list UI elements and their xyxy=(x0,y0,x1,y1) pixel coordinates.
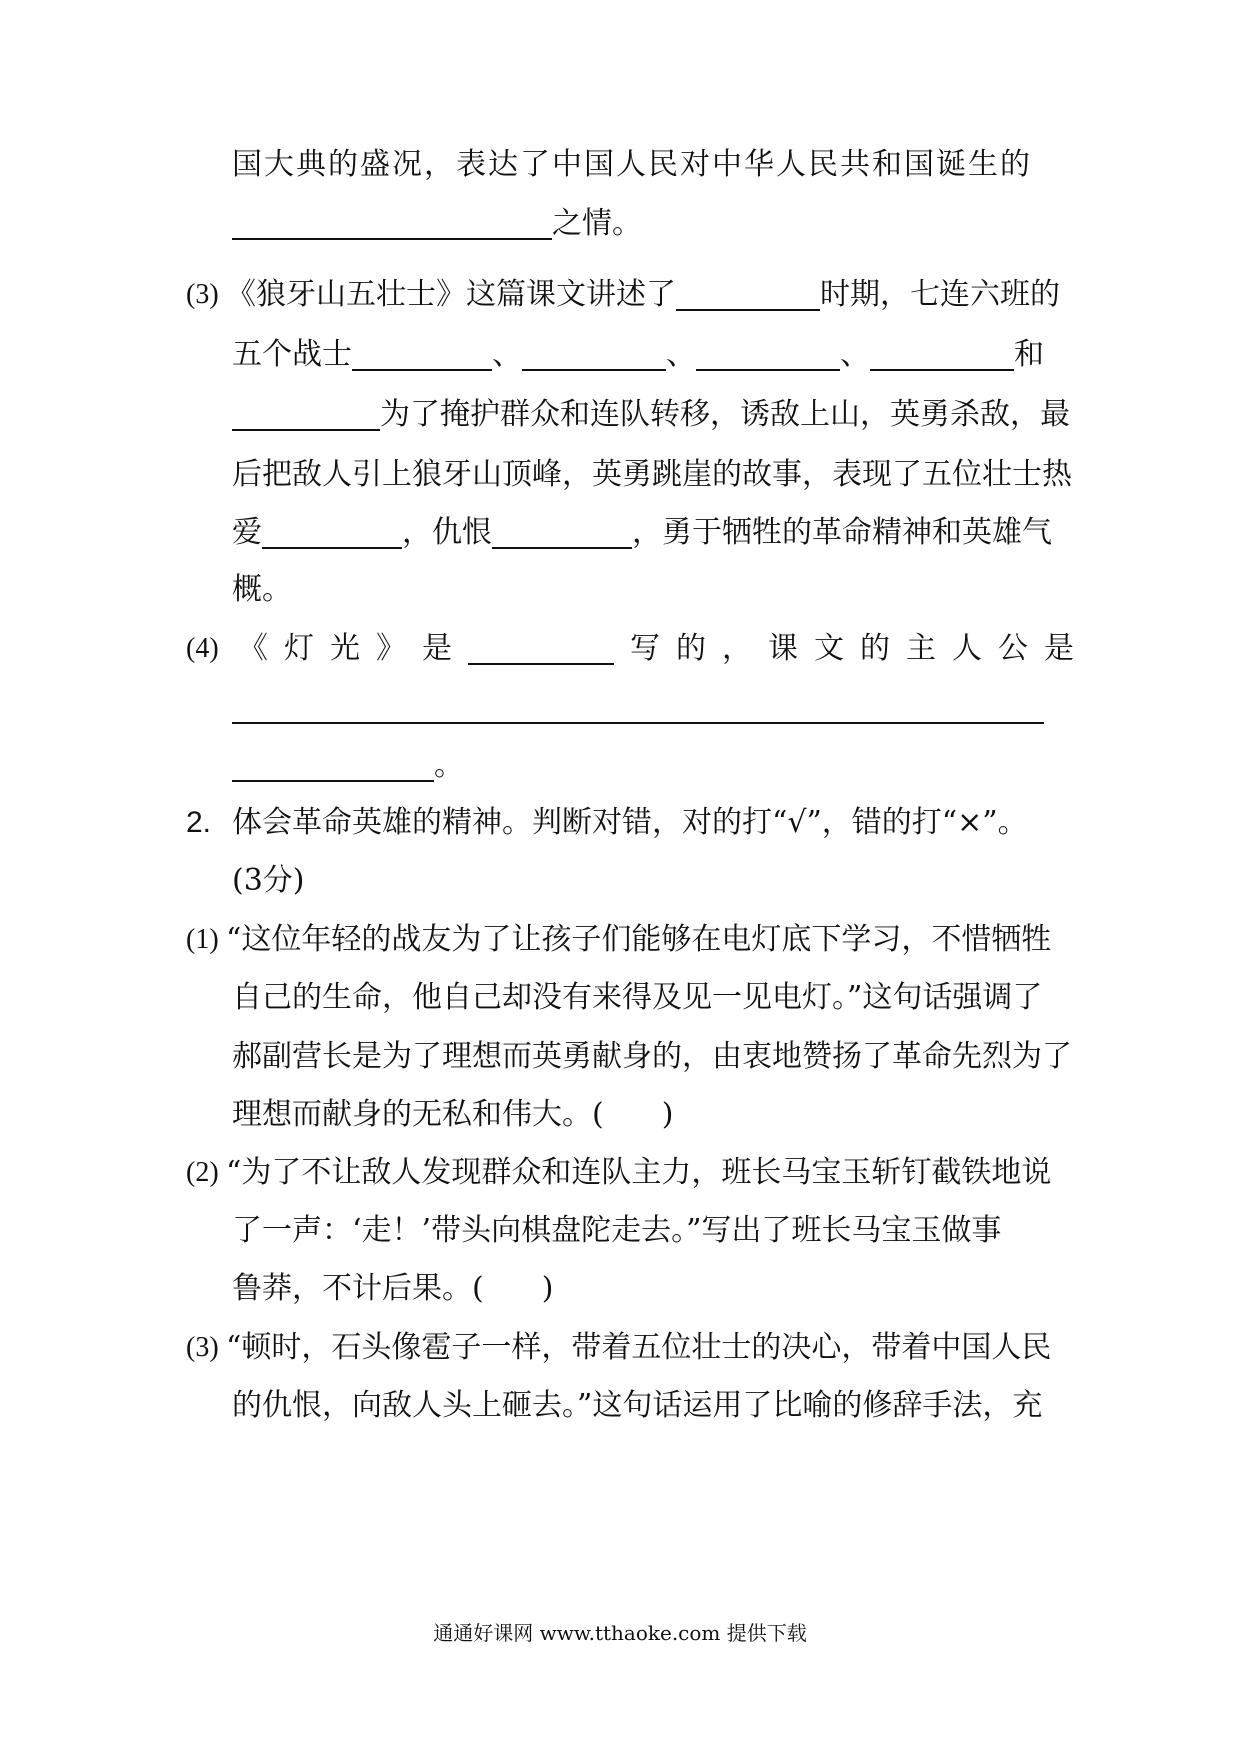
text-segment: 的仇恨，向敌人头上砸去。”这句话运用了比喻的修辞手法，充 xyxy=(232,1388,1043,1423)
text-line xyxy=(232,335,1044,375)
sub-question-number: (4) xyxy=(186,633,219,664)
text-segment: 自己的生命，他自己却没有来得及见一见电灯。”这句话强调了 xyxy=(232,980,1043,1015)
text-segment: 概。 xyxy=(232,572,292,607)
question-text xyxy=(232,803,1028,843)
text-line xyxy=(232,570,292,610)
text-line xyxy=(232,978,1042,1018)
answer-paren-close: ) xyxy=(541,1271,554,1306)
text-segment: 《灯光》是 xyxy=(238,631,468,666)
text-segment: 了一声：‘走！’带头向棋盘陀走去。”写出了班长马宝玉做事 xyxy=(232,1213,1002,1248)
answer-blank[interactable] xyxy=(232,395,380,431)
text-segment: 和 xyxy=(1014,337,1044,372)
text-segment: 鲁莽，不计后果。 xyxy=(232,1271,472,1306)
answer-blank[interactable] xyxy=(352,335,492,371)
text-line xyxy=(232,455,1072,495)
sub-question-number: (1) xyxy=(186,924,219,955)
text-line xyxy=(232,1211,1001,1251)
answer-blank[interactable] xyxy=(676,275,820,311)
text-segment: “顿时，石头像雹子一样，带着五位壮士的决心，带着中国人民 xyxy=(226,1330,1052,1365)
text-line xyxy=(226,1153,1051,1193)
text-segment: 理想而献身的无私和伟大。 xyxy=(232,1097,592,1132)
text-line xyxy=(238,629,1090,669)
text-segment: 写的，课文的主人公是 xyxy=(630,631,1090,666)
text-line xyxy=(232,513,1052,553)
text-segment: 。 xyxy=(434,748,464,783)
text-line xyxy=(232,1386,1042,1426)
answer-blank[interactable] xyxy=(232,746,434,782)
text-segment: 时期，七连六班的 xyxy=(820,277,1060,312)
text-line xyxy=(232,746,464,786)
separator: 、 xyxy=(840,337,870,372)
text-segment: 五个战士 xyxy=(232,337,352,372)
text-segment: 为了掩护群众和连队转移，诱敌上山，英勇杀敌，最 xyxy=(380,397,1070,432)
text-line xyxy=(232,1037,1072,1077)
answer-blank[interactable] xyxy=(696,335,840,371)
text-line xyxy=(232,688,1044,728)
text-segment: ，仇恨 xyxy=(402,515,492,550)
separator: 、 xyxy=(492,337,522,372)
text-line xyxy=(232,1095,673,1135)
question-score xyxy=(232,861,305,901)
answer-paren-open: ( xyxy=(472,1271,484,1306)
answer-paren-close: ) xyxy=(661,1097,674,1132)
text-segment: 郝副营长是为了理想而英勇献身的，由衷地赞扬了革命先烈为了 xyxy=(232,1039,1072,1074)
text-segment: “这位年轻的战友为了让孩子们能够在电灯底下学习，不惜牺牲 xyxy=(226,922,1052,957)
sub-question-number: (3) xyxy=(186,1332,219,1363)
answer-blank[interactable] xyxy=(492,513,632,549)
text-line xyxy=(226,920,1051,960)
text-segment: 爱 xyxy=(232,515,262,550)
text-line xyxy=(226,1328,1051,1368)
text-line xyxy=(232,145,1032,185)
text-line xyxy=(232,204,642,244)
answer-paren-open: ( xyxy=(592,1097,604,1132)
text-segment: ，勇于牺牲的革命精神和英雄气 xyxy=(632,515,1052,550)
text-segment: (3分) xyxy=(232,863,305,898)
sub-question-number: (2) xyxy=(186,1157,219,1188)
text-line xyxy=(232,1269,553,1309)
answer-blank[interactable] xyxy=(870,335,1014,371)
text-line xyxy=(232,395,1070,435)
question-number: 2. xyxy=(186,806,212,839)
separator: 、 xyxy=(666,337,696,372)
answer-blank[interactable] xyxy=(468,629,614,665)
answer-blank[interactable] xyxy=(232,688,1044,724)
answer-blank[interactable] xyxy=(262,513,402,549)
text-segment: 《狼牙山五壮士》这篇课文讲述了 xyxy=(226,277,676,312)
text-segment: 后把敌人引上狼牙山顶峰，英勇跳崖的故事，表现了五位壮士热 xyxy=(232,457,1072,492)
page-footer: 通通好课网 www.tthaoke.com 提供下载 xyxy=(433,1621,807,1645)
text-segment: 之情。 xyxy=(552,206,642,241)
text-segment: “为了不让敌人发现群众和连队主力，班长马宝玉斩钉截铁地说 xyxy=(226,1155,1052,1190)
text-line xyxy=(226,275,1060,315)
sub-question-number: (3) xyxy=(186,279,219,310)
text-segment: 国大典的盛况，表达了中国人民对中华人民共和国诞生的 xyxy=(232,147,1032,182)
text-segment: 体会革命英雄的精神。判断对错，对的打“√”，错的打“×”。 xyxy=(232,805,1028,840)
answer-blank[interactable] xyxy=(232,204,552,240)
answer-blank[interactable] xyxy=(522,335,666,371)
